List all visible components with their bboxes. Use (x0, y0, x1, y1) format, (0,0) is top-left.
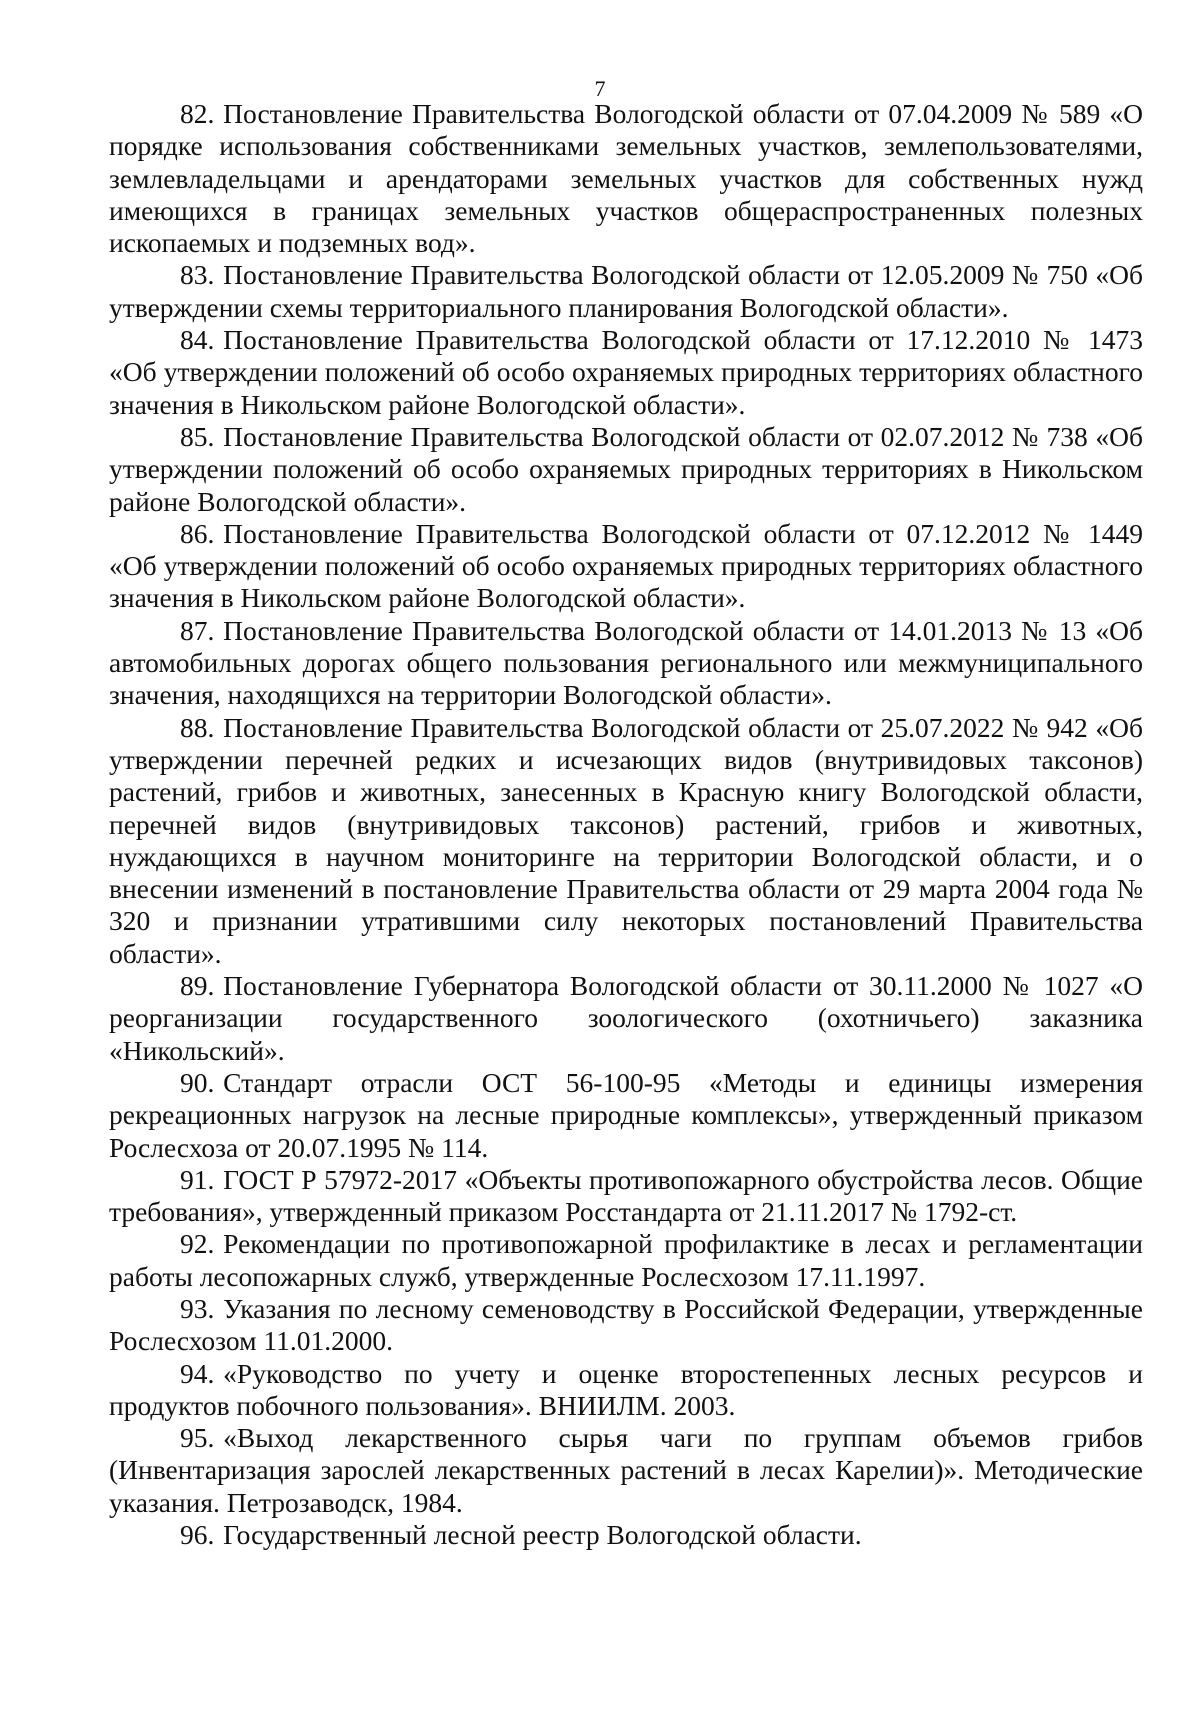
item-number: 89. (180, 970, 215, 1002)
list-item (109, 1164, 1143, 1229)
list-item (109, 421, 1143, 518)
list-item (109, 970, 1143, 1067)
item-number: 94. (180, 1357, 215, 1389)
item-number: 93. (180, 1292, 215, 1324)
item-number: 82. (180, 98, 215, 129)
item-number: 92. (180, 1228, 215, 1260)
item-number: 91. (180, 1163, 215, 1195)
item-text: Государственный лесной реестр Вологодской области. (223, 1519, 862, 1551)
list-item (109, 615, 1143, 712)
item-number: 83. (180, 259, 215, 291)
list-item (109, 712, 1143, 970)
list-item (109, 98, 1143, 259)
item-number: 87. (180, 614, 215, 646)
item-number: 88. (180, 711, 215, 743)
item-number: 86. (180, 517, 215, 549)
item-text: «Руководство по учету и оценке второстепенных лесных ресурсов и продуктов побочного пользования». ВНИИЛМ. 2003. (109, 1357, 1143, 1421)
item-text: Указания по лесному семеноводству в Российской Федерации, утвержденные Рослесхозом 11.01.2000. (109, 1292, 1143, 1357)
item-text: Постановление Правительства Вологодской области от 17.12.2010 № 1473 «Об утверждении положений об особо охраняемых природных территориях областного значения в Никольском районе Вологодской области». (109, 324, 1143, 420)
list-item (109, 1358, 1143, 1423)
list-item (109, 1293, 1143, 1358)
item-text: Постановление Правительства Вологодской области от 25.07.2022 № 942 «Об утверждении перечней редких и исчезающих видов (внутривидовых таксонов) растений, грибов и животных, занесенных в Красную книгу Вологодской области, перечней видов (внутривидовых таксонов) растений, грибов и животных, нуждающихся в научном мониторинге на территории Вологодской области, и о внесении изменений в постановление Правительства области от 29 марта 2004 года № 320 и признании утратившими силу некоторых постановлений Правительства области». (109, 711, 1143, 969)
list-item (109, 1228, 1143, 1293)
list-item (109, 259, 1143, 324)
item-number: 90. (180, 1066, 215, 1098)
list-item (109, 1519, 1143, 1551)
item-number: 84. (180, 324, 215, 356)
item-text: ГОСТ Р 57972-2017 «Объекты противопожарного обустройства лесов. Общие требования», утвержденный приказом Росстандарта от 21.11.2017 № 1792-ст. (109, 1163, 1143, 1228)
item-text: Постановление Правительства Вологодской области от 02.07.2012 № 738 «Об утверждении положений об особо охраняемых природных территориях в Никольском районе Вологодской области». (109, 420, 1143, 517)
item-text: Стандарт отрасли ОСТ 56-100-95 «Методы и единицы измерения рекреационных нагрузок на лесные природные комплексы», утвержденный приказом Рослесхоза от 20.07.1995 № 114. (109, 1066, 1143, 1163)
item-text: Постановление Правительства Вологодской области от 14.01.2013 № 13 «Об автомобильных дорогах общего пользования регионального или межмуниципального значения, находящихся на территории Вологодской области». (109, 614, 1143, 711)
list-item (109, 324, 1143, 421)
item-number: 96. (180, 1519, 215, 1551)
item-text: Постановление Правительства Вологодской области от 12.05.2009 № 750 «Об утверждении схемы территориального планирования Вологодской области». (109, 259, 1143, 323)
page-number: 7 (594, 76, 606, 101)
item-text: Рекомендации по противопожарной профилактике в лесах и регламентации работы лесопожарных служб, утвержденные Рослесхозом 17.11.1997. (109, 1228, 1143, 1292)
item-number: 85. (180, 420, 215, 452)
item-text: Постановление Губернатора Вологодской области от 30.11.2000 № 1027 «О реорганизации государственного зоологического (охотничьего) заказника «Никольский». (109, 970, 1143, 1066)
item-text: Постановление Правительства Вологодской области от 07.12.2012 № 1449 «Об утверждении положений об особо охраняемых природных территориях областного значения в Никольском районе Вологодской области». (109, 517, 1143, 614)
item-text: «Выход лекарственного сырья чаги по группам объемов грибов (Инвентаризация зарослей лекарственных растений в лесах Карелии)». Методические указания. Петрозаводск, 1984. (109, 1422, 1143, 1518)
item-text: Постановление Правительства Вологодской области от 07.04.2009 № 589 «О порядке использования собственниками земельных участков, землепользователями, землевладельцами и арендаторами земельных участков для собственных нужд имеющихся в границах земельных участков общераспространенных полезных ископаемых и подземных вод». (109, 98, 1143, 259)
list-item (109, 518, 1143, 615)
item-number: 95. (180, 1422, 215, 1454)
reference-list (109, 98, 1143, 1551)
list-item (109, 1422, 1143, 1519)
list-item (109, 1067, 1143, 1164)
